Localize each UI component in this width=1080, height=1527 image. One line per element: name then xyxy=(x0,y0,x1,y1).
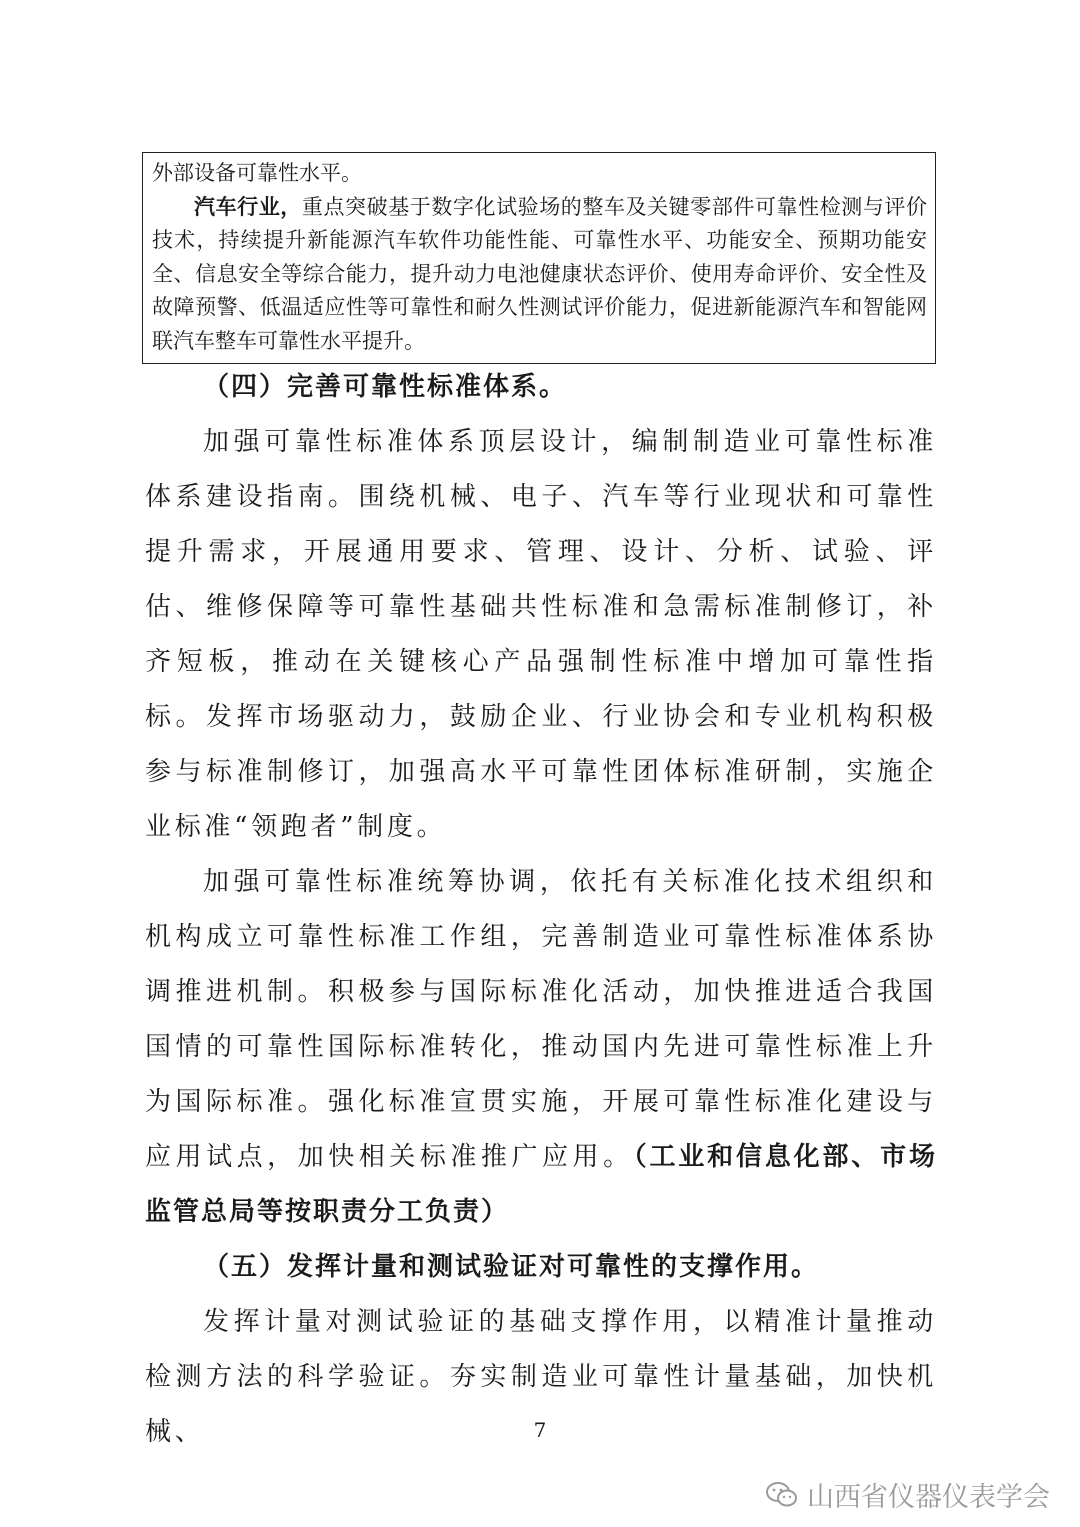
watermark-text: 山西省仪器仪表学会 xyxy=(807,1482,1050,1513)
box-line: 外部设备可靠性水平。 xyxy=(152,161,362,185)
highlight-box xyxy=(142,152,936,364)
responsibility-note: （工业和信息化部、市场监管总局等按职责分工负责） xyxy=(145,1142,937,1227)
paragraph: 发挥计量对测试验证的基础支撑作用，以精准计量推动检测方法的科学验证。夯实制造业可靠性计量基础，加快机械、 xyxy=(145,1307,937,1447)
watermark xyxy=(765,1475,1050,1514)
body-text xyxy=(145,360,937,1460)
section-heading-5: （五）发挥计量和测试验证对可靠性的支撑作用。 xyxy=(203,1252,820,1282)
box-paragraph-auto xyxy=(152,191,927,359)
wechat-icon xyxy=(765,1480,799,1510)
paragraph-text: 加强可靠性标准统筹协调，依托有关标准化技术组织和机构成立可靠性标准工作组，完善制造业可靠性标准体系协调推进机制。积极参与国际标准化活动，加快推进适合我国国情的可靠性国际标准转化，推动国内先进可靠性标准上升为国际标准。强化标准宣贯实施，开展可靠性标准化建设与应用试点，加快相关标准推广应用。 xyxy=(145,867,937,1172)
page-number: 7 xyxy=(533,1418,547,1442)
paragraph xyxy=(145,855,937,1240)
box-label-auto: 汽车行业， xyxy=(194,194,302,219)
section-heading-4: （四）完善可靠性标准体系。 xyxy=(203,372,568,402)
box-text-auto: 重点突破基于数字化试验场的整车及关键零部件可靠性检测与评价技术，持续提升新能源汽车软件功能性能、可靠性水平、功能安全、预期功能安全、信息安全等综合能力，提升动力电池健康状态评价、使用寿命评价、安全性及故障预警、低温适应性等可靠性和耐久性测试评价能力，促进新能源汽车和智能网联汽车整车可靠性水平提升。 xyxy=(152,194,928,353)
paragraph: 加强可靠性标准体系顶层设计，编制制造业可靠性标准体系建设指南。围绕机械、电子、汽车等行业现状和可靠性提升需求，开展通用要求、管理、设计、分析、试验、评估、维修保障等可靠性基础共性标准和急需标准制修订，补齐短板，推动在关键核心产品强制性标准中增加可靠性指标。发挥市场驱动力，鼓励企业、行业协会和专业机构积极参与标准制修订，加强高水平可靠性团体标准研制，实施企业标准“领跑者”制度。 xyxy=(145,427,937,842)
